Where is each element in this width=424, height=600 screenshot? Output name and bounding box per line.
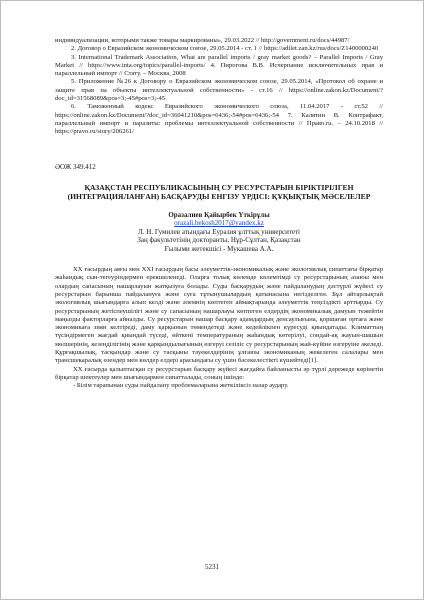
article-body xyxy=(55,266,383,390)
reference-list xyxy=(55,37,383,137)
page-number: 5231 xyxy=(205,563,219,571)
author-email-link[interactable]: orazali.bekosh2017@yandex.kz xyxy=(174,219,264,228)
reference-item: 6. Таможенный кодекс Евразийского экономического союза, 11.04.2017 - ст.52 // https://online.zakon.kz/Document/?doc_id=36041210&pos=6436;-54#pos=6436;-54 7. Калятин В. Контрафакт, параллельный импорт и паразиты: проблемы интеллектуальной собственности // Право.ru. – 24.10.2018 // https://pravo.ru/story/206261/ xyxy=(55,103,383,136)
body-paragraph: XX ғасырдың аяғы мен XXI ғасырдың басы әлеуметтік-экономикалық және экологиялық сипаттағы бірқатар жаһандық сын-тегеуріндермен ерекшеленеді. Оларға толық көлемде көлемтімді су ресурстарының азаюы мен олардың сапасының нашарлауын жатқызуға болады. Суды басқарудың және пайдаланудың дәстүрлі жүйесі су ресурстарын барынша пайдалануға және суға тұтынушылардың қатынасына негізделген. Бұл айтарлықтай экологиялық шығындарға алып келді және әлемнің көптеген аймақтарында әлеуметтік теңсіздікті арттырды. Су ресурстарының жетіспеушілігі және су сапасының нашарлауы көптеген елдердің экономикалық дамуын тежейтін маңызды факторларға айналды. Су ресурстарын нашар басқару адамдардың денсаулығына, қоршаған ортаға және экономикаға зиян келтіреді, даму қарқынын төмендетеді және кедейлікпен күресуді қиындатады. Климаттың түсіндірмеген жағдай қиындай түседі, өйткені температураның жаһандық көтерілуі, сондай-ақ жауын-шашын мөлшерінің, кезеңділігінің және қарқындылығының өзгеруі сезіліс су ресурстарының жай-күйіне өзгеруіне әкеледі. Құрғақшылық, тасқындар және су тасқыны тәуекелдерінің ұлғаюы экономиканың жекелеген салалары мен трансшекаралық өзендер мен көлдер елдері арасындағы су үшін бәсекелестікті күшейтеді[1]. xyxy=(55,266,383,365)
reference-item: 2. Договор о Евразийском экономическом союзе, 29.05.2014 - ст. 1 // https://adilet.zan.kz/rus/docs/Z1400000240 xyxy=(71,45,379,53)
scientific-advisor: Ғылыми жетекшісі - Мукашева А.А. xyxy=(164,244,274,253)
author-affiliation: Л. Н. Гумилев атындағы Еуразия ұлттық университеті xyxy=(138,227,300,236)
reference-item: индивидуализации, которыми также товары маркированы», 29.03.2022 // http://government.ru/docs/44987/ xyxy=(55,37,350,44)
article-title: ҚАЗАҚСТАН РЕСПУБЛИКАСЫНЫҢ СУ РЕСУРСТАРЫН БІРІКТІРІЛГЕН (ИНТЕГРАЦИЯЛАНҒАН) БАСҚАРУДЫ ЕНГІЗУ ҮРДІСІ: ҚҰҚЫҚТЫҚ МӘСЕЛЕЛЕР xyxy=(67,182,371,202)
author-block xyxy=(55,211,383,254)
author-department: Заң факультетінің докторанты, Нұр-Сұлтан, Қазақстан xyxy=(137,236,301,245)
reference-item: 3. International Trademark Association, What are parallel imports / gray market goods? – Parallel Imports / Gray Market // https://www.inta.org/topics/parallel-imports/ 4. Пирогова В.В. Исчерпание исключительных прав и параллельный импорт // Стату. – Москва, 2008 xyxy=(55,53,383,78)
body-paragraph: - Білім тарапынан суды пайдалану проблемаларына жеткіліксіз назар аудару. xyxy=(73,382,289,390)
body-paragraph: XX ғасырда қалыптасқан су ресурстарын басқару жүйесі жағдайға байланысты әр түрлі дәрежеде көрінетін бірқатар шектеулер мен шығындармен сипатталады, соның ішінде: xyxy=(55,365,383,381)
author-name: Оразалиев Қайырбек Үткірұлы xyxy=(168,210,270,219)
udc-code: ӘОЖ 349.412 xyxy=(55,162,96,171)
reference-item: 5. Приложение №26 к Договору о Евразийском экономическом союзе, 29.05.2014, «Протокол об охране и защите прав на объекты интеллектуальной собственности» - ст.16 // https://online.zakon.kz/Document/?doc_id=31568089&pos=3;-45#pos=3;-45 xyxy=(55,78,383,103)
